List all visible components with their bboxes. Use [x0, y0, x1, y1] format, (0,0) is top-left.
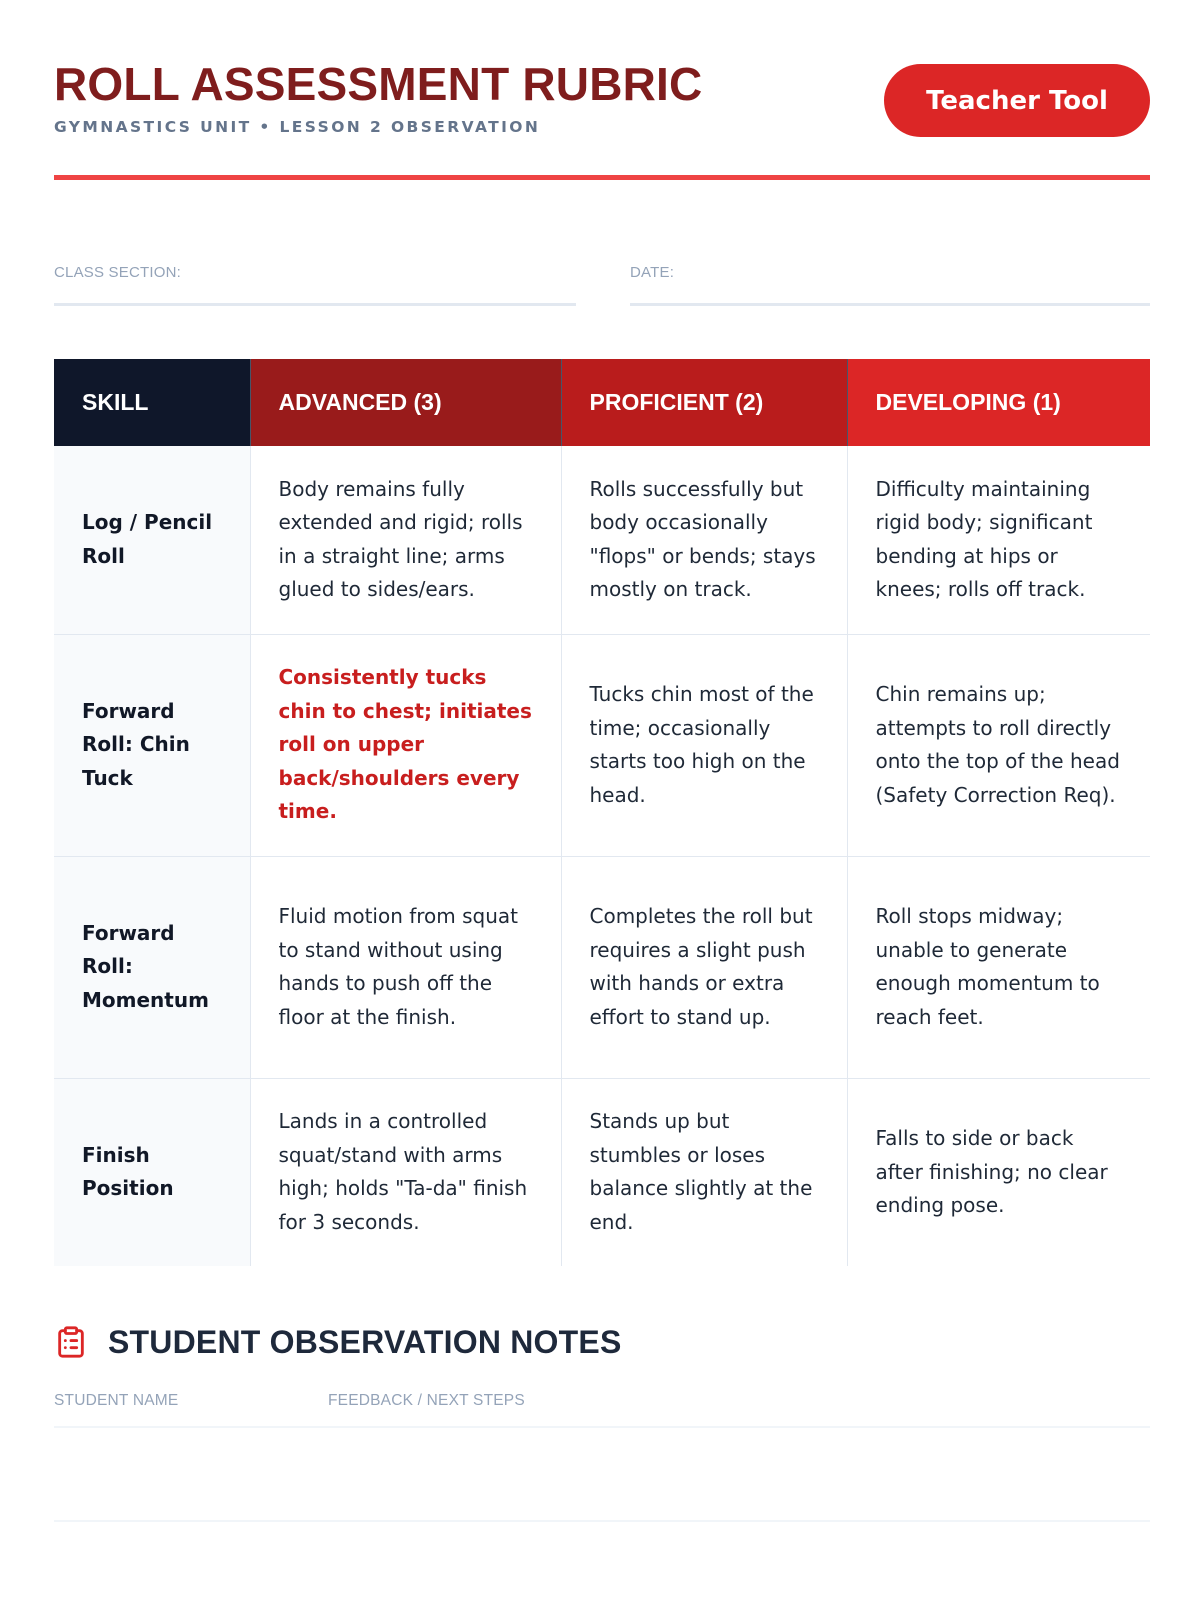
- page-title: ROLL ASSESSMENT RUBRIC: [54, 58, 703, 110]
- developing-cell: Difficulty maintaining rigid body; significant bending at hips or knees; rolls off track.: [847, 446, 1150, 634]
- column-header-feedback: FEEDBACK / NEXT STEPS: [328, 1392, 525, 1409]
- date-field[interactable]: [630, 262, 1150, 306]
- proficient-cell: Rolls successfully but body occasionally "flops" or bends; stays mostly on track.: [561, 446, 847, 634]
- rubric-table: [54, 359, 1150, 1266]
- meta-fields: [54, 262, 1150, 306]
- column-header-skill: SKILL: [54, 359, 250, 446]
- advanced-cell: Body remains fully extended and rigid; rolls in a straight line; arms glued to sides/ears.: [250, 446, 561, 634]
- column-header-student-name: STUDENT NAME: [54, 1392, 179, 1409]
- table-row: [54, 634, 1150, 856]
- notes-column-headers: [54, 1392, 1150, 1416]
- advanced-cell: Lands in a controlled squat/stand with arms high; holds "Ta-da" finish for 3 seconds.: [250, 1078, 561, 1266]
- clipboard-list-icon: [54, 1324, 88, 1360]
- class-section-underline: [54, 303, 576, 306]
- notes-row-divider: [54, 1520, 1150, 1522]
- teacher-tool-badge: Teacher Tool: [884, 64, 1150, 137]
- date-label: DATE:: [630, 264, 675, 281]
- rubric-header-row: [54, 359, 1150, 446]
- class-section-label: CLASS SECTION:: [54, 264, 181, 281]
- column-header-advanced: ADVANCED (3): [250, 359, 561, 446]
- proficient-cell: Tucks chin most of the time; occasionally starts too high on the head.: [561, 634, 847, 856]
- table-row: [54, 856, 1150, 1078]
- class-section-field[interactable]: [54, 262, 576, 306]
- skill-cell: Forward Roll: Chin Tuck: [54, 634, 250, 856]
- page-header: [54, 56, 1150, 182]
- skill-cell: Forward Roll: Momentum: [54, 856, 250, 1078]
- page-subtitle: GYMNASTICS UNIT • LESSON 2 OBSERVATION: [54, 118, 541, 136]
- developing-cell: Chin remains up; attempts to roll directly onto the top of the head (Safety Correction Req).: [847, 634, 1150, 856]
- advanced-cell-highlighted: Consistently tucks chin to chest; initiates roll on upper back/shoulders every time.: [250, 634, 561, 856]
- developing-cell: Falls to side or back after finishing; no clear ending pose.: [847, 1078, 1150, 1266]
- skill-cell: Log / Pencil Roll: [54, 446, 250, 634]
- advanced-cell: Fluid motion from squat to stand without using hands to push off the floor at the finish.: [250, 856, 561, 1078]
- proficient-cell: Stands up but stumbles or loses balance slightly at the end.: [561, 1078, 847, 1266]
- table-row: [54, 446, 1150, 634]
- developing-cell: Roll stops midway; unable to generate enough momentum to reach feet.: [847, 856, 1150, 1078]
- notes-entry-row[interactable]: [54, 1428, 1150, 1520]
- header-divider: [54, 175, 1150, 180]
- proficient-cell: Completes the roll but requires a slight push with hands or extra effort to stand up.: [561, 856, 847, 1078]
- notes-heading: STUDENT OBSERVATION NOTES: [108, 1323, 622, 1360]
- table-row: [54, 1078, 1150, 1266]
- column-header-proficient: PROFICIENT (2): [561, 359, 847, 446]
- column-header-developing: DEVELOPING (1): [847, 359, 1150, 446]
- skill-cell: Finish Position: [54, 1078, 250, 1266]
- date-underline: [630, 303, 1150, 306]
- notes-section-title: [54, 1322, 621, 1362]
